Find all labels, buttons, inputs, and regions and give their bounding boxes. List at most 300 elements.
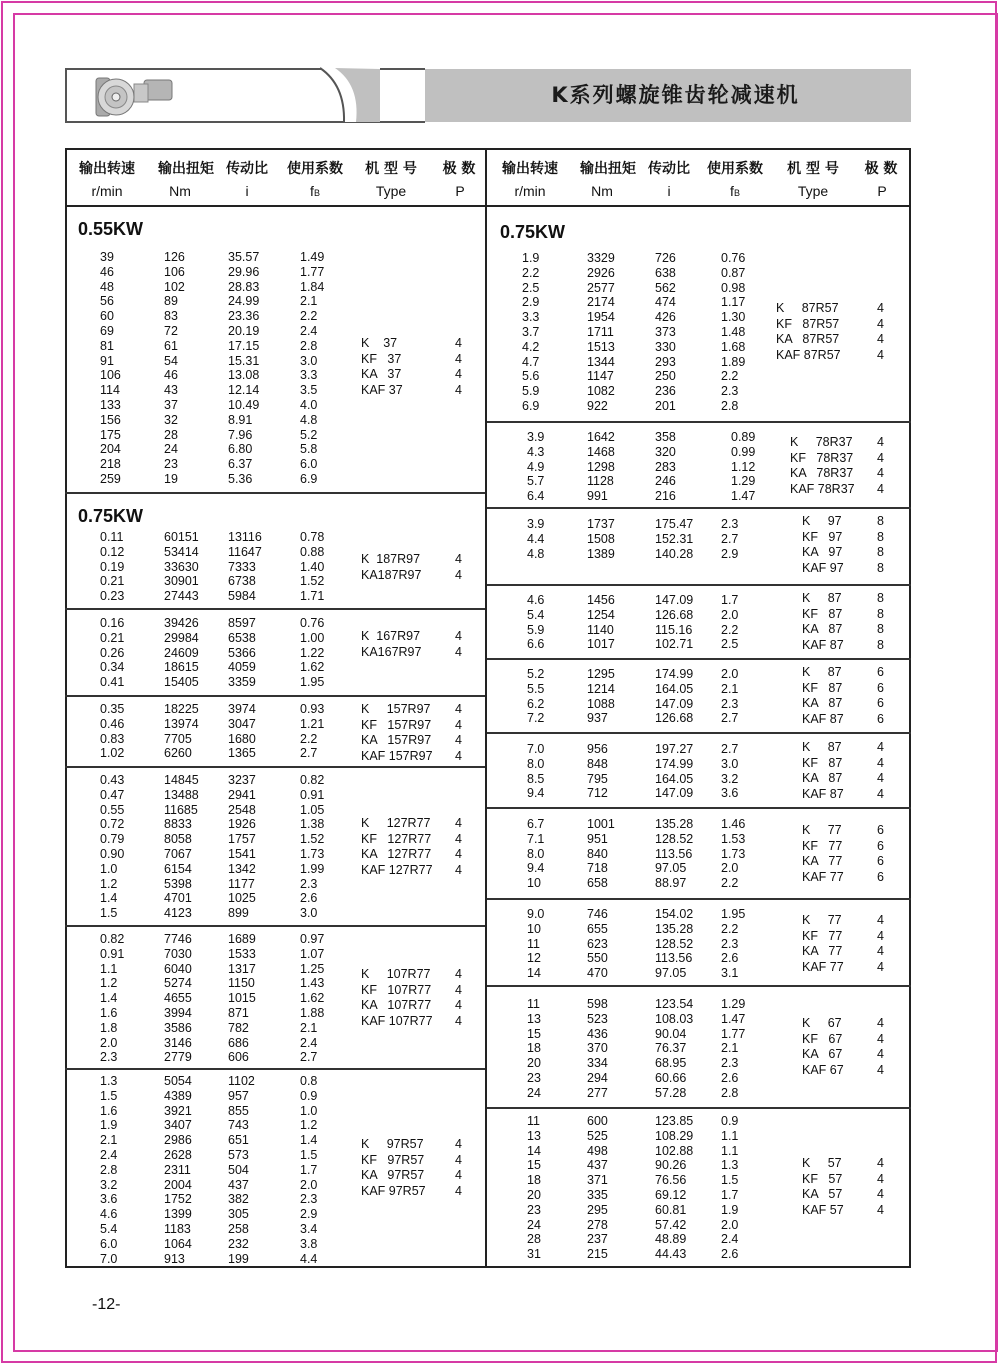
section-rule: [65, 608, 485, 610]
model-type-column: [802, 913, 844, 975]
ratio-column-cell: 474: [655, 295, 676, 310]
service-factor-column: [721, 997, 745, 1101]
ratio-column-cell: 606: [228, 1050, 249, 1065]
model-type-column-cell: KAF 87: [802, 711, 844, 726]
speed-column-cell: 7.0: [100, 1251, 118, 1266]
ratio-column-cell: 20.19: [228, 323, 260, 338]
torque-column: [164, 702, 199, 761]
speed-column-cell: 5.2: [527, 667, 545, 681]
ratio-column-cell: 175.47: [655, 517, 694, 531]
service-factor-column: [731, 430, 755, 504]
model-type-column-cell: KA 67: [802, 1047, 843, 1061]
speed-column-cell: 5.4: [100, 1221, 118, 1236]
torque-column-cell: 83: [164, 309, 178, 324]
poles-column-cell: 4: [877, 450, 884, 465]
service-factor-column-cell: 1.1: [721, 1128, 739, 1143]
torque-column-cell: 498: [587, 1143, 608, 1158]
ratio-column-cell: 108.29: [655, 1128, 694, 1143]
header-torque-unit: Nm: [169, 183, 191, 199]
model-type-column-cell: KF 37: [361, 351, 402, 366]
model-type-column: [802, 591, 844, 653]
speed-column-cell: 0.34: [100, 660, 125, 675]
model-type-column-cell: KF 127R77: [361, 831, 432, 846]
speed-column-cell: 0.72: [100, 817, 125, 832]
speed-column-cell: 3.7: [522, 324, 540, 339]
speed-column: [100, 530, 124, 604]
poles-column-cell: 4: [877, 913, 884, 927]
header-poles-unit-right: P: [877, 183, 887, 199]
speed-column: [527, 907, 544, 981]
ratio-column-cell: 197.27: [655, 742, 694, 756]
service-factor-column-cell: 2.6: [300, 891, 318, 906]
ratio-column: [655, 907, 693, 981]
section-rule: [65, 925, 485, 927]
ratio-column-cell: 250: [655, 369, 676, 384]
speed-column-cell: 1.2: [100, 876, 118, 891]
torque-column-cell: 840: [587, 846, 608, 861]
ratio-column-cell: 68.95: [655, 1056, 687, 1071]
speed-column-cell: 8.0: [527, 756, 545, 771]
torque-column-cell: 1468: [587, 444, 615, 459]
poles-column-cell: 4: [455, 567, 462, 582]
torque-column-cell: 8833: [164, 817, 192, 832]
speed-column: [527, 593, 544, 652]
speed-column-cell: 5.6: [522, 369, 540, 384]
torque-column-cell: 1082: [587, 384, 615, 399]
torque-column-cell: 61: [164, 338, 178, 353]
poles-column: [877, 665, 884, 727]
ratio-column-cell: 13.08: [228, 368, 260, 383]
torque-column-cell: 623: [587, 936, 608, 951]
ratio-column-cell: 437: [228, 1177, 249, 1192]
torque-column-cell: 18615: [164, 660, 199, 675]
torque-column-cell: 43: [164, 383, 178, 398]
torque-column-cell: 4389: [164, 1088, 192, 1103]
ratio-column-cell: 283: [655, 459, 676, 474]
ratio-column-cell: 232: [228, 1236, 249, 1251]
service-factor-column-cell: 1.53: [721, 831, 746, 846]
poles-column: [455, 552, 462, 583]
model-type-column: [361, 552, 421, 583]
poles-column-cell: 8: [877, 560, 884, 575]
torque-column-cell: 1389: [587, 546, 615, 561]
poles-column-cell: 4: [455, 644, 462, 659]
torque-column-cell: 19: [164, 471, 178, 486]
model-type-column-cell: KA 97: [802, 545, 843, 559]
speed-column: [100, 702, 124, 761]
speed-column-cell: 0.21: [100, 630, 125, 645]
poles-column-cell: 4: [455, 717, 462, 732]
column-divider: [485, 148, 487, 1268]
torque-column-cell: 2779: [164, 1050, 192, 1065]
service-factor-column-cell: 2.1: [721, 1041, 739, 1056]
speed-column-cell: 4.7: [522, 354, 540, 369]
ratio-column-cell: 1015: [228, 991, 256, 1006]
service-factor-column-cell: 0.76: [721, 251, 746, 265]
ratio-column-cell: 174.99: [655, 756, 694, 771]
speed-column-cell: 7.2: [527, 711, 545, 726]
ratio-column-cell: 8597: [228, 616, 256, 630]
service-factor-column-cell: 2.3: [721, 1056, 739, 1071]
service-factor-column-cell: 5.8: [300, 442, 318, 457]
service-factor-column: [300, 530, 324, 604]
service-factor-column-cell: 3.2: [721, 771, 739, 786]
ratio-column-cell: 123.85: [655, 1114, 694, 1128]
speed-column-cell: 259: [100, 471, 121, 486]
torque-column-cell: 32: [164, 412, 178, 427]
ratio-column-cell: 5984: [228, 589, 256, 604]
torque-column-cell: 1064: [164, 1236, 192, 1251]
model-type-column-cell: K 87: [802, 740, 842, 754]
ratio-column-cell: 573: [228, 1147, 249, 1162]
service-factor-column-cell: 3.0: [300, 353, 318, 368]
service-factor-column-cell: 0.9: [721, 1114, 739, 1128]
torque-column-cell: 4655: [164, 991, 192, 1006]
service-factor-column: [721, 517, 738, 561]
service-factor-column-cell: 2.7: [300, 746, 318, 761]
speed-column-cell: 2.3: [100, 1050, 118, 1065]
speed-column-cell: 7.0: [527, 742, 545, 756]
service-factor-column-cell: 0.82: [300, 773, 325, 787]
service-factor-column-cell: 1.25: [300, 961, 325, 976]
ratio-column: [228, 250, 259, 487]
model-type-column-cell: KAF 97R57: [361, 1183, 426, 1198]
service-factor-column-cell: 0.78: [300, 530, 325, 544]
ratio-column-cell: 1680: [228, 731, 256, 746]
model-type-column: [361, 967, 433, 1029]
service-factor-column-cell: 1.4: [300, 1133, 318, 1148]
page-title: K系列螺旋锥齿轮减速机: [551, 83, 800, 107]
model-type-column-cell: KAF 157R97: [361, 748, 433, 763]
speed-column-cell: 13: [527, 1011, 541, 1026]
torque-column-cell: 523: [587, 1011, 608, 1026]
speed-column-cell: 0.12: [100, 544, 125, 559]
ratio-column-cell: 246: [655, 474, 676, 489]
section-rule: [65, 766, 485, 768]
poles-column-cell: 4: [455, 702, 462, 716]
ratio-column-cell: 305: [228, 1207, 249, 1222]
torque-column-cell: 3146: [164, 1035, 192, 1050]
poles-column-cell: 8: [877, 591, 884, 605]
service-factor-column-cell: 2.1: [300, 294, 318, 309]
torque-column-cell: 46: [164, 368, 178, 383]
ratio-column-cell: 382: [228, 1192, 249, 1207]
torque-column-cell: 2628: [164, 1147, 192, 1162]
torque-column-cell: 237: [587, 1232, 608, 1247]
torque-column-cell: 278: [587, 1217, 608, 1232]
service-factor-column-cell: 2.0: [721, 861, 739, 876]
service-factor-column-cell: 1.88: [300, 1005, 325, 1020]
torque-column-cell: 4701: [164, 891, 192, 906]
service-factor-column-cell: 0.89: [731, 430, 756, 444]
poles-column-cell: 6: [877, 711, 884, 726]
header-factor-cn: 使用系数: [287, 161, 343, 177]
service-factor-column-cell: 2.1: [721, 681, 739, 696]
poles-column-cell: 4: [455, 733, 462, 747]
model-type-column-cell: KAF 67: [802, 1062, 844, 1077]
torque-column-cell: 295: [587, 1202, 608, 1217]
ratio-column-cell: 3974: [228, 702, 256, 716]
speed-column-cell: 1.2: [100, 976, 118, 991]
speed-column: [100, 773, 124, 921]
torque-column: [587, 742, 608, 801]
speed-column-cell: 4.3: [527, 444, 545, 459]
ratio-column-cell: 115.16: [655, 622, 693, 637]
ratio-column-cell: 330: [655, 339, 676, 354]
torque-column-cell: 1140: [587, 622, 614, 637]
torque-column: [164, 250, 185, 487]
service-factor-column-cell: 2.7: [721, 742, 739, 756]
speed-column-cell: 0.91: [100, 946, 125, 961]
speed-column-cell: 9.4: [527, 861, 545, 876]
ratio-column-cell: 88.97: [655, 876, 687, 891]
service-factor-column: [721, 251, 745, 414]
speed-column-cell: 1.6: [100, 1103, 118, 1118]
torque-column-cell: 23: [164, 457, 178, 472]
ratio-column-cell: 57.28: [655, 1085, 687, 1100]
torque-column-cell: 795: [587, 771, 608, 786]
torque-column-cell: 1508: [587, 531, 615, 546]
ratio-column-cell: 1342: [228, 861, 256, 876]
service-factor-column-cell: 2.3: [300, 876, 318, 891]
torque-column-cell: 126: [164, 250, 185, 264]
service-factor-column-cell: 1.21: [300, 716, 325, 731]
poles-column-cell: 4: [455, 629, 462, 643]
speed-column-cell: 20: [527, 1056, 541, 1071]
service-factor-column-cell: 1.48: [721, 324, 746, 339]
ratio-column-cell: 48.89: [655, 1232, 687, 1247]
torque-column-cell: 54: [164, 353, 178, 368]
torque-column: [587, 667, 615, 726]
service-factor-column-cell: 2.8: [300, 338, 318, 353]
torque-column-cell: 1128: [587, 474, 614, 489]
ratio-column: [228, 702, 256, 761]
poles-column-cell: 4: [877, 755, 884, 770]
torque-column-cell: 1295: [587, 667, 615, 681]
service-factor-column-cell: 2.2: [721, 369, 739, 384]
speed-column-cell: 1.9: [522, 251, 540, 265]
torque-column: [587, 1114, 608, 1262]
speed-column-cell: 4.2: [522, 339, 540, 354]
service-factor-column-cell: 1.22: [300, 645, 325, 660]
ratio-column-cell: 4059: [228, 660, 256, 675]
model-type-column-cell: KA 87: [802, 622, 843, 636]
service-factor-column-cell: 2.6: [721, 1247, 739, 1262]
speed-column-cell: 46: [100, 264, 114, 279]
service-factor-column: [300, 250, 324, 487]
torque-column-cell: 8058: [164, 832, 192, 847]
speed-column-cell: 106: [100, 368, 121, 383]
service-factor-column-cell: 1.89: [721, 354, 746, 369]
torque-column-cell: 2577: [587, 280, 615, 295]
service-factor-column-cell: 1.71: [300, 589, 325, 604]
ratio-column-cell: 871: [228, 1005, 249, 1020]
torque-column-cell: 53414: [164, 544, 199, 559]
service-factor-column-cell: 1.30: [721, 310, 746, 325]
power-label-0-75kw-right: 0.75KW: [500, 222, 566, 242]
torque-column-cell: 1254: [587, 607, 615, 622]
ratio-column-cell: 6538: [228, 630, 256, 645]
poles-column-cell: 8: [877, 514, 884, 528]
speed-column-cell: 31: [527, 1247, 541, 1262]
torque-column-cell: 2986: [164, 1133, 192, 1148]
service-factor-column-cell: 2.7: [300, 1050, 318, 1065]
torque-column-cell: 6040: [164, 961, 192, 976]
model-type-column-cell: KF 77: [802, 928, 843, 943]
poles-column: [877, 435, 884, 497]
torque-column-cell: 746: [587, 907, 608, 921]
speed-column-cell: 0.41: [100, 675, 125, 690]
service-factor-column-cell: 1.95: [300, 675, 325, 690]
service-factor-column-cell: 2.0: [300, 1177, 318, 1192]
service-factor-column: [721, 742, 738, 801]
speed-column-cell: 175: [100, 427, 121, 442]
torque-column-cell: 1088: [587, 696, 615, 711]
service-factor-column-cell: 1.73: [300, 846, 325, 861]
torque-column: [587, 517, 615, 561]
speed-column-cell: 1.4: [100, 991, 118, 1006]
torque-column-cell: 525: [587, 1128, 608, 1143]
poles-column-cell: 4: [455, 998, 462, 1012]
torque-column-cell: 1399: [164, 1207, 192, 1222]
page-frame-inner-right: [996, 13, 998, 1352]
torque-column-cell: 13974: [164, 716, 199, 731]
service-factor-column-cell: 1.2: [300, 1118, 318, 1133]
torque-column-cell: 28: [164, 427, 178, 442]
ratio-column-cell: 128.52: [655, 831, 694, 846]
model-type-column-cell: KF 57: [802, 1171, 843, 1186]
torque-column: [587, 251, 615, 414]
ratio-column-cell: 6738: [228, 574, 256, 589]
ratio-column-cell: 199: [228, 1251, 249, 1266]
service-factor-column-cell: 1.29: [731, 474, 756, 489]
torque-column-cell: 3921: [164, 1103, 192, 1118]
ratio-column-cell: 147.09: [655, 593, 694, 607]
service-factor-column-cell: 3.8: [300, 1236, 318, 1251]
gear-motor-image: [92, 72, 182, 120]
speed-column-cell: 204: [100, 442, 121, 457]
poles-column-cell: 4: [877, 481, 884, 496]
poles-column-cell: 4: [455, 816, 462, 830]
torque-column-cell: 39426: [164, 616, 199, 630]
torque-column-cell: 1001: [587, 817, 615, 831]
header-type-unit-right: Type: [797, 183, 829, 199]
ratio-column-cell: 216: [655, 489, 676, 504]
poles-column-cell: 4: [877, 301, 884, 315]
poles-column: [455, 1137, 462, 1199]
model-type-column-cell: K 57: [802, 1156, 842, 1170]
model-type-column: [776, 301, 841, 363]
speed-column-cell: 56: [100, 294, 114, 309]
torque-column-cell: 33630: [164, 559, 199, 574]
service-factor-column-cell: 2.3: [721, 696, 739, 711]
speed-column-cell: 5.9: [527, 622, 545, 637]
speed-column-cell: 0.82: [100, 932, 125, 946]
ratio-column-cell: 2941: [228, 787, 256, 802]
service-factor-column-cell: 0.97: [300, 932, 325, 946]
service-factor-column-cell: 1.95: [721, 907, 746, 921]
service-factor-column-cell: 1.38: [300, 817, 325, 832]
poles-column-cell: 4: [877, 347, 884, 362]
torque-column-cell: 1298: [587, 459, 615, 474]
torque-column-cell: 37: [164, 397, 178, 412]
ratio-column: [655, 1114, 693, 1262]
torque-column-cell: 6154: [164, 861, 192, 876]
ratio-column-cell: 44.43: [655, 1247, 687, 1262]
torque-column-cell: 848: [587, 756, 608, 771]
torque-column-cell: 2004: [164, 1177, 192, 1192]
torque-column: [164, 530, 199, 604]
torque-column-cell: 60151: [164, 530, 199, 544]
ratio-column-cell: 140.28: [655, 546, 694, 561]
service-factor-column-cell: 5.2: [300, 427, 318, 442]
service-factor-column-cell: 1.62: [300, 991, 325, 1006]
service-factor-column: [721, 907, 745, 981]
poles-column-cell: 8: [877, 545, 884, 559]
service-factor-column-cell: 0.88: [300, 544, 325, 559]
torque-column-cell: 437: [587, 1158, 608, 1173]
ratio-column-cell: 13116: [228, 530, 262, 544]
speed-column-cell: 2.0: [100, 1035, 118, 1050]
model-type-column: [361, 816, 433, 878]
speed-column-cell: 4.6: [527, 593, 545, 607]
model-type-column: [361, 702, 433, 764]
service-factor-column-cell: 0.87: [721, 265, 746, 280]
ratio-column-cell: 358: [655, 430, 676, 444]
speed-column-cell: 20: [527, 1187, 541, 1202]
poles-column-cell: 8: [877, 529, 884, 544]
service-factor-column-cell: 4.0: [300, 397, 318, 412]
ratio-column-cell: 1317: [228, 961, 256, 976]
torque-column-cell: 14845: [164, 773, 199, 787]
service-factor-column-cell: 0.76: [300, 616, 325, 630]
torque-column-cell: 15405: [164, 675, 199, 690]
torque-column-cell: 18225: [164, 702, 199, 716]
ratio-column-cell: 135.28: [655, 817, 694, 831]
poles-column-cell: 4: [455, 831, 462, 846]
ratio-column-cell: 6.37: [228, 457, 253, 472]
ratio-column-cell: 135.28: [655, 921, 694, 936]
poles-column-cell: 4: [877, 1031, 884, 1046]
poles-column-cell: 6: [877, 869, 884, 884]
section-rule: [487, 584, 911, 586]
poles-column: [877, 514, 884, 576]
header-speed-cn-right: 输出转速: [502, 161, 558, 177]
poles-column-cell: 6: [877, 838, 884, 853]
poles-column: [455, 336, 462, 398]
ratio-column-cell: 28.83: [228, 279, 260, 294]
speed-column-cell: 0.16: [100, 616, 125, 630]
torque-column-cell: 1017: [587, 637, 615, 652]
service-factor-column-cell: 1.00: [300, 630, 325, 645]
service-factor-column-cell: 1.40: [300, 559, 325, 574]
model-type-column-cell: KA 87: [802, 696, 843, 710]
speed-column-cell: 18: [527, 1041, 541, 1056]
torque-column-cell: 277: [587, 1085, 608, 1100]
model-type-column-cell: KF 97: [802, 529, 843, 544]
ratio-column-cell: 108.03: [655, 1011, 694, 1026]
speed-column: [522, 251, 539, 414]
torque-column-cell: 24: [164, 442, 178, 457]
speed-column-cell: 5.5: [527, 681, 545, 696]
service-factor-column-cell: 1.47: [731, 489, 756, 504]
poles-column: [455, 629, 462, 660]
speed-column: [527, 742, 544, 801]
torque-column: [587, 817, 615, 891]
ratio-column-cell: 113.56: [655, 951, 693, 966]
speed-column-cell: 0.19: [100, 559, 125, 574]
ratio-column: [655, 742, 693, 801]
